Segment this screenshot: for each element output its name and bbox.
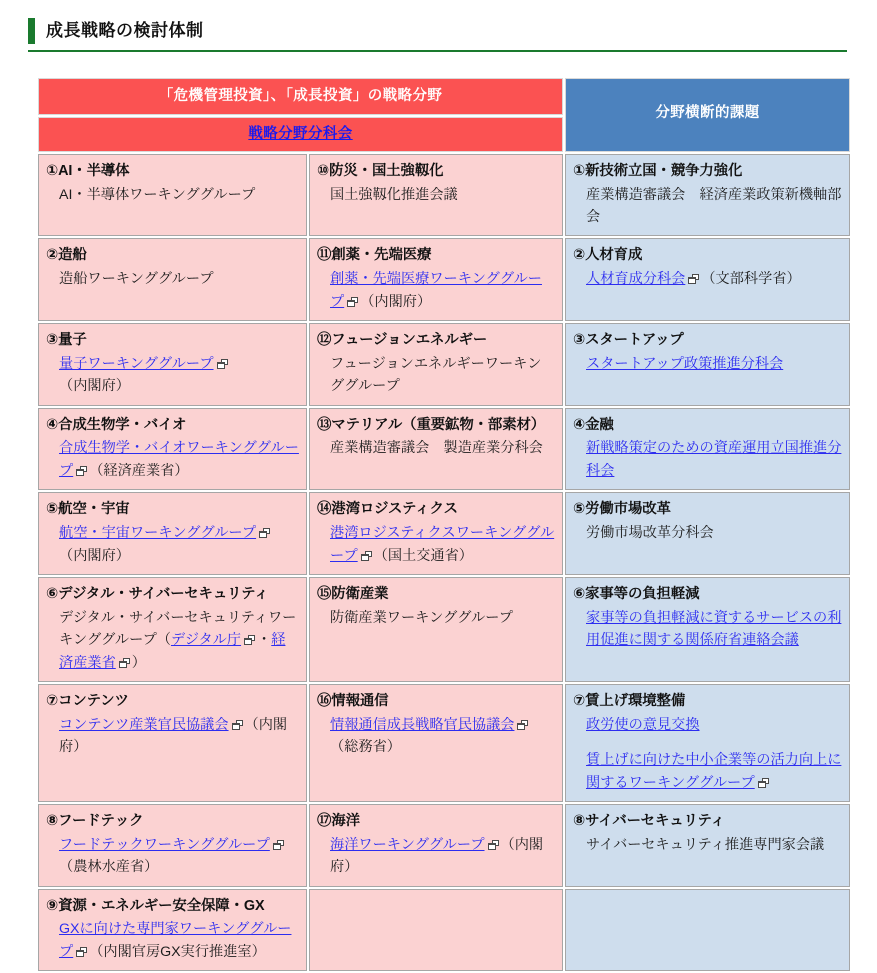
cell-body-line <box>573 714 842 736</box>
cell-text: ・ <box>257 632 272 649</box>
cell-body-line <box>317 714 555 759</box>
cell-text: 産業構造審議会 製造産業分科会 <box>330 440 543 457</box>
cell-text: （内閣府） <box>360 293 432 310</box>
cell-body-line <box>317 522 555 567</box>
council-link[interactable]: 人材育成分科会 <box>586 271 686 288</box>
table-row <box>38 323 850 406</box>
cell-text: （内閣官房GX実行推進室） <box>89 943 266 960</box>
table-cell-cross-cutting <box>565 492 850 575</box>
cell-text: （内閣府） <box>59 547 130 564</box>
cell-text: 労働市場改革分科会 <box>586 525 714 542</box>
table-cell-cross-cutting <box>565 889 850 972</box>
table-row <box>38 684 850 802</box>
cell-title: ②人材育成 <box>573 247 643 264</box>
cell-body-line <box>317 437 555 459</box>
council-link[interactable]: 量子ワーキンググループ <box>59 355 214 372</box>
table-cell-strategy-field <box>309 889 563 972</box>
council-link[interactable]: 港湾ロジスティクスワーキンググループ <box>330 525 555 564</box>
table-cell-strategy-field <box>309 577 563 682</box>
cell-body-line <box>317 607 555 629</box>
external-window-icon <box>244 635 255 645</box>
cell-title: ④合成生物学・バイオ <box>46 416 187 433</box>
table-cell-strategy-field <box>309 492 563 575</box>
table-row <box>38 492 850 575</box>
cell-body-line <box>573 353 842 375</box>
external-window-icon <box>361 551 372 561</box>
cell-title: ⑤航空・宇宙 <box>46 501 130 518</box>
cell-text: （内閣府） <box>330 836 544 876</box>
header-cross-cutting-issues: 分野横断的課題 <box>565 78 850 152</box>
cell-title: ⑪創薬・先端医療 <box>317 247 432 264</box>
cell-body-line <box>46 607 299 674</box>
council-link[interactable]: 経済産業省 <box>59 632 286 671</box>
table-cell-strategy-field <box>38 492 307 575</box>
council-link[interactable]: 家事等の負担軽減に資するサービスの利用促進に関する関係府省連絡会議 <box>586 609 842 649</box>
external-window-icon <box>76 466 87 476</box>
table-row <box>38 154 850 237</box>
table-cell-strategy-field <box>38 804 307 887</box>
council-link[interactable]: GXに向けた専門家ワーキンググループ <box>59 921 292 960</box>
cell-text: サイバーセキュリティ推進専門家会議 <box>586 836 825 853</box>
table-row <box>38 238 850 321</box>
council-link[interactable]: スタートアップ政策推進分科会 <box>586 355 784 372</box>
cell-text: 国土強靱化推進会議 <box>330 186 458 203</box>
cell-body-line <box>46 714 299 759</box>
table-cell-strategy-field <box>38 323 307 406</box>
strategy-table-container <box>36 76 846 973</box>
cell-text: フュージョンエネルギーワーキンググループ <box>330 355 542 395</box>
table-cell-strategy-field <box>309 684 563 802</box>
cell-title: ⑩防災・国土強靱化 <box>317 162 444 179</box>
cell-title: ④金融 <box>573 416 614 433</box>
table-cell-cross-cutting <box>565 804 850 887</box>
empty-cell <box>573 895 842 913</box>
cell-body-line <box>573 749 842 794</box>
table-cell-strategy-field <box>309 154 563 237</box>
cell-text: デジタル・サイバーセキュリティワーキンググループ（ <box>59 609 297 649</box>
external-window-icon <box>688 274 699 284</box>
subcommittee-link[interactable]: 戦略分野分科会 <box>248 125 353 142</box>
table-cell-strategy-field <box>309 323 563 406</box>
cell-body-line <box>317 353 555 398</box>
strategy-table <box>36 76 852 973</box>
cell-title: ⑥デジタル・サイバーセキュリティ <box>46 585 269 602</box>
cell-title: ⑨資源・エネルギー安全保障・GX <box>46 897 265 914</box>
cell-title: ①新技術立国・競争力強化 <box>573 162 743 179</box>
cell-title: ⑫フュージョンエネルギー <box>317 332 488 349</box>
table-cell-strategy-field <box>38 408 307 491</box>
table-cell-cross-cutting <box>565 154 850 237</box>
table-cell-strategy-field <box>309 238 563 321</box>
cell-text: 防衛産業ワーキンググループ <box>330 609 513 626</box>
external-window-icon <box>273 840 284 850</box>
council-link[interactable]: 政労使の意見交換 <box>586 716 700 733</box>
cell-title: ⑯情報通信 <box>317 693 389 709</box>
cell-title: ⑦コンテンツ <box>46 693 129 709</box>
cell-body-line <box>46 353 299 398</box>
cell-body-line <box>46 522 299 567</box>
cell-title: ⑮防衛産業 <box>317 585 389 602</box>
table-cell-cross-cutting <box>565 238 850 321</box>
external-window-icon <box>232 720 243 730</box>
cell-text: 産業構造審議会 経済産業政策新機軸部会 <box>586 186 842 225</box>
table-cell-cross-cutting <box>565 684 850 802</box>
council-link[interactable]: 海洋ワーキンググループ <box>330 836 485 853</box>
council-link[interactable]: 新戦略策定のための資産運用立国推進分科会 <box>586 440 842 479</box>
cell-text: （内閣府） <box>59 716 288 756</box>
cell-title: ⑰海洋 <box>317 813 360 830</box>
external-window-icon <box>347 297 358 307</box>
cell-body-line <box>573 268 842 290</box>
table-cell-strategy-field <box>38 154 307 237</box>
cell-body-line <box>317 834 555 879</box>
cell-body-line <box>46 184 299 206</box>
cell-text: （国土交通省） <box>373 547 473 564</box>
cell-title: ⑧フードテック <box>46 813 144 830</box>
cell-body-line <box>573 184 842 229</box>
cell-text: （内閣府） <box>59 378 130 395</box>
cell-title: ⑦賃上げ環境整備 <box>573 693 686 709</box>
table-header <box>38 78 850 152</box>
cell-title: ⑧サイバーセキュリティ <box>573 813 725 830</box>
cell-title: ⑭港湾ロジスティクス <box>317 501 458 518</box>
cell-title: ③スタートアップ <box>573 332 684 349</box>
table-row <box>38 889 850 972</box>
cell-body-line <box>573 522 842 544</box>
cell-text: （総務省） <box>330 739 401 756</box>
table-cell-strategy-field <box>38 684 307 802</box>
table-cell-strategy-field <box>38 238 307 321</box>
council-link[interactable]: デジタル庁 <box>170 632 242 649</box>
cell-body-line <box>573 834 842 856</box>
cell-title: ⑤労働市場改革 <box>573 501 671 518</box>
cell-title: ①AI・半導体 <box>46 162 130 179</box>
cell-text: （経済産業省） <box>89 462 189 479</box>
cell-body-line <box>317 184 555 206</box>
cell-text: 造船ワーキンググループ <box>59 271 214 288</box>
council-link[interactable]: 賃上げに向けた中小企業等の活力向上に関するワーキンググループ <box>586 752 842 791</box>
page-header <box>28 18 847 52</box>
cell-text: （農林水産省） <box>59 859 159 876</box>
council-link[interactable]: 創薬・先端医療ワーキンググループ <box>330 271 542 310</box>
header-row-primary <box>38 78 850 115</box>
council-link[interactable]: コンテンツ産業官民協議会 <box>59 716 229 733</box>
cell-body-line <box>46 834 299 879</box>
empty-cell <box>317 895 555 913</box>
table-row <box>38 408 850 491</box>
header-strategy-fields: 「危機管理投資」、「成長投資」の戦略分野 <box>38 78 563 115</box>
cell-body-line <box>573 607 842 652</box>
cell-body-line <box>573 437 842 482</box>
table-row <box>38 577 850 682</box>
table-cell-cross-cutting <box>565 408 850 491</box>
external-window-icon <box>76 947 87 957</box>
title-accent-bar <box>28 18 35 44</box>
external-window-icon <box>217 359 228 369</box>
table-cell-strategy-field <box>38 889 307 972</box>
external-window-icon <box>259 528 270 538</box>
cell-title: ③量子 <box>46 332 87 349</box>
external-window-icon <box>119 658 130 668</box>
table-cell-cross-cutting <box>565 577 850 682</box>
council-link[interactable]: 合成生物学・バイオワーキンググループ <box>59 440 299 479</box>
council-link[interactable]: フードテックワーキンググループ <box>59 836 270 853</box>
council-link[interactable]: 航空・宇宙ワーキンググループ <box>59 525 257 542</box>
cell-title: ⑥家事等の負担軽減 <box>573 585 700 602</box>
cell-body-line <box>46 918 299 963</box>
table-row <box>38 804 850 887</box>
cell-body-line <box>317 268 555 313</box>
cell-body-line <box>46 268 299 290</box>
cell-body-line <box>46 437 299 482</box>
table-cell-strategy-field <box>309 408 563 491</box>
page-title: 成長戦略の検討体制 <box>46 21 204 40</box>
header-subcommittee <box>38 117 563 152</box>
cell-text: （文部科学省） <box>701 271 801 288</box>
external-window-icon <box>488 840 499 850</box>
table-cell-cross-cutting <box>565 323 850 406</box>
cell-title: ②造船 <box>46 247 87 264</box>
external-window-icon <box>517 720 528 730</box>
cell-title: ⑬マテリアル（重要鉱物・部素材） <box>317 416 546 433</box>
table-body <box>38 154 850 972</box>
table-cell-strategy-field <box>38 577 307 682</box>
table-cell-strategy-field <box>309 804 563 887</box>
cell-text: AI・半導体ワーキンググループ <box>59 186 256 203</box>
cell-text: ） <box>131 654 146 671</box>
council-link[interactable]: 情報通信成長戦略官民協議会 <box>330 716 515 733</box>
external-window-icon <box>758 778 769 788</box>
